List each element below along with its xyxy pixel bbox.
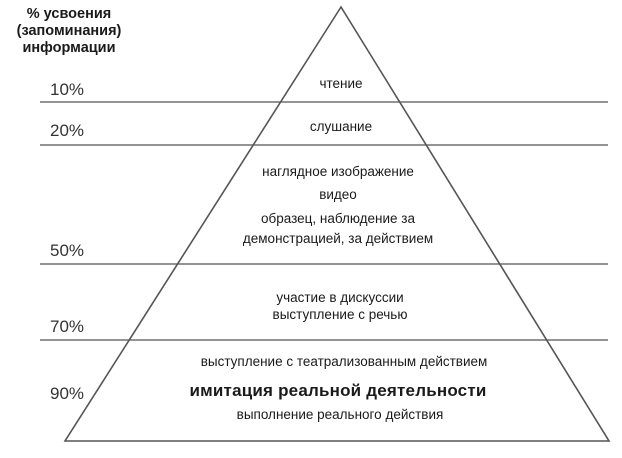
level-10-item: чтение [319, 76, 363, 91]
retention-heading: % усвоения (запоминания) информации [16, 6, 122, 56]
level-50-item: видео [319, 187, 357, 202]
percent-label-20: 20% [50, 121, 85, 140]
level-20-item: слушание [309, 119, 373, 134]
percent-label-10: 10% [50, 80, 85, 99]
level-70-item: участие в дискуссии [276, 290, 404, 305]
level-50-item: образец, наблюдение за [260, 211, 416, 226]
level-50-item: наглядное изображение [262, 164, 414, 179]
level-70-item: выступление с речью [272, 307, 408, 322]
level-50-item: демонстрацией, за действием [242, 231, 434, 246]
level-90-item: выступление с театрализованным действием [200, 354, 488, 369]
level-90-highlight-item: имитация реальной деятельности [189, 381, 487, 400]
percent-label-50: 50% [50, 241, 85, 260]
level-90-item: выполнение реального действия [236, 407, 444, 422]
percent-label-90: 90% [50, 384, 85, 403]
percent-label-70: 70% [50, 317, 85, 336]
